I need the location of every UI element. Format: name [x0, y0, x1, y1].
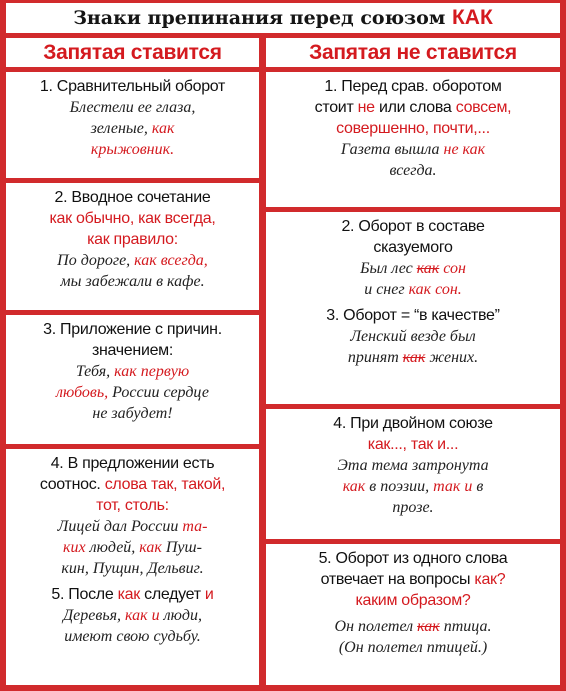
right-rule-3-heading: 3. Оборот = “в качестве”	[326, 307, 500, 324]
right-rule-5: 5. Оборот из одного слова отвечает на вопросы как? каким образом? Он полетел как птица. (Он полетел птицей.)	[266, 544, 560, 685]
left-rule-4-5: 4. В предложении есть соотнос. слова так, такой, тот, столь: Лицей дал России та- ких людей, как Пуш- кин, Пущин, Дельвиг. 5. После как следует и Деревья, как и люди, имеют свою судьбу.	[6, 449, 259, 685]
left-rule-5-heading: 5. После как следует и	[51, 586, 214, 603]
left-rule-1: 1. Сравнительный оборот Блестели ее глаза, зеленые, как крыжовник.	[6, 72, 259, 178]
column-header-right: Запятая не ставится	[266, 38, 560, 67]
right-rule-1: 1. Перед срав. оборотом стоит не или слова совсем, совершенно, почти,... Газета вышла не как всегда.	[266, 72, 560, 207]
left-rule-3: 3. Приложение с причин. значением: Тебя, как первую любовь, России сердце не забудет!	[6, 315, 259, 444]
page-title: Знаки препинания перед союзом КАК	[6, 3, 560, 33]
right-rule-2-3: 2. Оборот в составе сказуемого Был лес как сон и снег как сон. 3. Оборот = “в качестве” Ленский везде был принят как жених.	[266, 212, 560, 404]
title-keyword: КАК	[451, 6, 493, 29]
right-rule-4: 4. При двойном союзе как..., так и... Эта тема затронута как в поэзии, так и в прозе.	[266, 409, 560, 539]
left-rule-2: 2. Вводное сочетание как обычно, как всегда, как правило: По дороге, как всегда, мы забежали в кафе.	[6, 183, 259, 310]
column-header-left: Запятая ставится	[6, 38, 259, 67]
